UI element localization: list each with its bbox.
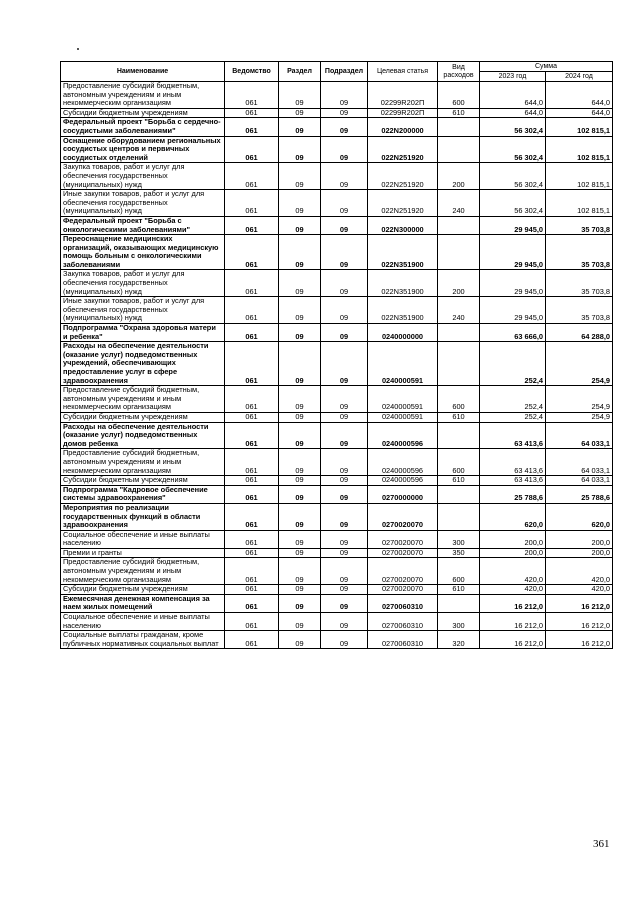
cell-subsection: 09 <box>321 136 368 163</box>
cell-name: Субсидии бюджетным учреждениям <box>61 476 225 486</box>
cell-dept: 061 <box>225 503 279 530</box>
cell-exp-type: 610 <box>438 108 480 118</box>
cell-subsection: 09 <box>321 548 368 558</box>
cell-section: 09 <box>279 136 321 163</box>
cell-sum-2024: 644,0 <box>546 82 613 109</box>
cell-sum-2023: 252,4 <box>480 412 546 422</box>
cell-name: Иные закупки товаров, работ и услуг для обеспечения государственных (муниципальных) нужд <box>61 190 225 217</box>
cell-target: 0240000000 <box>368 324 438 342</box>
cell-sum-2023: 420,0 <box>480 558 546 585</box>
cell-exp-type: 600 <box>438 386 480 413</box>
cell-sum-2024: 644,0 <box>546 108 613 118</box>
cell-dept: 061 <box>225 163 279 190</box>
table-row <box>61 297 613 324</box>
cell-name: Федеральный проект "Борьба с сердечно-сосудистыми заболеваниями" <box>61 118 225 136</box>
cell-subsection: 09 <box>321 216 368 234</box>
cell-sum-2023: 56 302,4 <box>480 118 546 136</box>
cell-sum-2023: 29 945,0 <box>480 235 546 270</box>
cell-name: Предоставление субсидий бюджетным, автономным учреждениям и иным некоммерческим организациям <box>61 82 225 109</box>
cell-name: Социальные выплаты гражданам, кроме публичных нормативных социальных выплат <box>61 631 225 649</box>
table-row <box>61 476 613 486</box>
cell-subsection: 09 <box>321 235 368 270</box>
cell-sum-2024: 64 033,1 <box>546 449 613 476</box>
cell-sum-2024: 200,0 <box>546 548 613 558</box>
cell-section: 09 <box>279 108 321 118</box>
cell-name: Социальное обеспечение и иные выплаты населению <box>61 530 225 548</box>
cell-sum-2023: 200,0 <box>480 548 546 558</box>
cell-dept: 061 <box>225 585 279 595</box>
cell-exp-type: 320 <box>438 631 480 649</box>
cell-target: 022N251920 <box>368 136 438 163</box>
cell-target: 0240000591 <box>368 412 438 422</box>
cell-section: 09 <box>279 297 321 324</box>
table-row <box>61 422 613 449</box>
cell-name: Подпрограмма "Кадровое обеспечение системы здравоохранения" <box>61 485 225 503</box>
cell-section: 09 <box>279 163 321 190</box>
table-row <box>61 613 613 631</box>
cell-sum-2024: 102 815,1 <box>546 118 613 136</box>
cell-dept: 061 <box>225 136 279 163</box>
cell-name: Социальное обеспечение и иные выплаты населению <box>61 613 225 631</box>
table-row <box>61 108 613 118</box>
cell-sum-2024: 64 288,0 <box>546 324 613 342</box>
cell-subsection: 09 <box>321 558 368 585</box>
cell-dept: 061 <box>225 449 279 476</box>
cell-exp-type: 200 <box>438 270 480 297</box>
cell-dept: 061 <box>225 297 279 324</box>
header-target: Целевая статья <box>368 62 438 82</box>
table-row <box>61 558 613 585</box>
cell-target: 0240000596 <box>368 422 438 449</box>
cell-section: 09 <box>279 558 321 585</box>
cell-sum-2024: 200,0 <box>546 530 613 548</box>
cell-exp-type <box>438 503 480 530</box>
cell-sum-2024: 16 212,0 <box>546 613 613 631</box>
table-row <box>61 82 613 109</box>
table-row <box>61 548 613 558</box>
cell-subsection: 09 <box>321 342 368 386</box>
cell-sum-2023: 420,0 <box>480 585 546 595</box>
cell-exp-type: 200 <box>438 163 480 190</box>
cell-sum-2023: 644,0 <box>480 82 546 109</box>
cell-exp-type: 240 <box>438 297 480 324</box>
cell-target: 0240000596 <box>368 449 438 476</box>
budget-table <box>60 61 613 649</box>
cell-sum-2024: 35 703,8 <box>546 270 613 297</box>
cell-sum-2024: 420,0 <box>546 558 613 585</box>
cell-subsection: 09 <box>321 412 368 422</box>
cell-sum-2024: 254,9 <box>546 386 613 413</box>
cell-dept: 061 <box>225 613 279 631</box>
table-body <box>61 82 613 649</box>
cell-name: Расходы на обеспечение деятельности (оказание услуг) подведомственных домов ребенка <box>61 422 225 449</box>
cell-dept: 061 <box>225 548 279 558</box>
cell-exp-type: 610 <box>438 412 480 422</box>
cell-sum-2023: 63 413,6 <box>480 422 546 449</box>
cell-dept: 061 <box>225 476 279 486</box>
cell-name: Субсидии бюджетным учреждениям <box>61 412 225 422</box>
cell-subsection: 09 <box>321 594 368 612</box>
cell-exp-type <box>438 235 480 270</box>
cell-name: Субсидии бюджетным учреждениям <box>61 108 225 118</box>
cell-dept: 061 <box>225 324 279 342</box>
cell-exp-type: 600 <box>438 558 480 585</box>
cell-dept: 061 <box>225 118 279 136</box>
cell-section: 09 <box>279 485 321 503</box>
table-row <box>61 530 613 548</box>
cell-subsection: 09 <box>321 449 368 476</box>
cell-target: 022N351900 <box>368 297 438 324</box>
cell-exp-type <box>438 342 480 386</box>
table-row <box>61 342 613 386</box>
cell-dept: 061 <box>225 82 279 109</box>
cell-sum-2023: 29 945,0 <box>480 216 546 234</box>
cell-sum-2024: 35 703,8 <box>546 297 613 324</box>
cell-name: Предоставление субсидий бюджетным, автономным учреждениям и иным некоммерческим организациям <box>61 449 225 476</box>
table-row <box>61 163 613 190</box>
page-number: 361 <box>593 838 610 850</box>
table-row <box>61 503 613 530</box>
cell-section: 09 <box>279 422 321 449</box>
cell-subsection: 09 <box>321 386 368 413</box>
cell-subsection: 09 <box>321 118 368 136</box>
cell-exp-type: 610 <box>438 585 480 595</box>
cell-sum-2023: 56 302,4 <box>480 190 546 217</box>
cell-sum-2024: 64 033,1 <box>546 422 613 449</box>
cell-target: 022N351900 <box>368 270 438 297</box>
cell-exp-type: 240 <box>438 190 480 217</box>
cell-name: Премии и гранты <box>61 548 225 558</box>
cell-sum-2023: 63 666,0 <box>480 324 546 342</box>
cell-dept: 061 <box>225 108 279 118</box>
cell-target: 0270000000 <box>368 485 438 503</box>
cell-section: 09 <box>279 235 321 270</box>
cell-dept: 061 <box>225 216 279 234</box>
cell-section: 09 <box>279 270 321 297</box>
cell-section: 09 <box>279 324 321 342</box>
cell-target: 0270020070 <box>368 558 438 585</box>
table-row <box>61 235 613 270</box>
header-exp-type: Вид расходов <box>438 62 480 82</box>
cell-name: Предоставление субсидий бюджетным, автономным учреждениям и иным некоммерческим организациям <box>61 558 225 585</box>
cell-name: Подпрограмма "Охрана здоровья матери и ребенка" <box>61 324 225 342</box>
cell-dept: 061 <box>225 594 279 612</box>
cell-sum-2023: 16 212,0 <box>480 594 546 612</box>
cell-target: 0240000591 <box>368 342 438 386</box>
cell-sum-2023: 252,4 <box>480 342 546 386</box>
cell-sum-2023: 252,4 <box>480 386 546 413</box>
cell-exp-type <box>438 136 480 163</box>
cell-sum-2023: 63 413,6 <box>480 476 546 486</box>
cell-exp-type <box>438 118 480 136</box>
cell-subsection: 09 <box>321 270 368 297</box>
cell-target: 022N200000 <box>368 118 438 136</box>
table-row <box>61 190 613 217</box>
cell-section: 09 <box>279 476 321 486</box>
cell-dept: 061 <box>225 412 279 422</box>
cell-sum-2023: 25 788,6 <box>480 485 546 503</box>
cell-name: Ежемесячная денежная компенсация за наем жилых помещений <box>61 594 225 612</box>
header-dept: Ведомство <box>225 62 279 82</box>
cell-dept: 061 <box>225 530 279 548</box>
cell-subsection: 09 <box>321 324 368 342</box>
cell-exp-type: 600 <box>438 82 480 109</box>
cell-exp-type: 610 <box>438 476 480 486</box>
table-row <box>61 631 613 649</box>
cell-section: 09 <box>279 594 321 612</box>
cell-subsection: 09 <box>321 297 368 324</box>
cell-dept: 061 <box>225 270 279 297</box>
cell-dept: 061 <box>225 558 279 585</box>
cell-section: 09 <box>279 118 321 136</box>
header-sum: Сумма <box>480 62 613 72</box>
cell-sum-2024: 35 703,8 <box>546 235 613 270</box>
table-row <box>61 594 613 612</box>
cell-target: 0270060310 <box>368 594 438 612</box>
cell-sum-2023: 16 212,0 <box>480 613 546 631</box>
cell-exp-type: 300 <box>438 613 480 631</box>
table-row <box>61 136 613 163</box>
cell-sum-2023: 63 413,6 <box>480 449 546 476</box>
cell-sum-2024: 16 212,0 <box>546 631 613 649</box>
cell-exp-type <box>438 485 480 503</box>
cell-sum-2023: 16 212,0 <box>480 631 546 649</box>
cell-name: Переоснащение медицинских организаций, оказывающих медицинскую помощь больным с онкологическими заболеваниями <box>61 235 225 270</box>
cell-sum-2023: 644,0 <box>480 108 546 118</box>
cell-sum-2024: 35 703,8 <box>546 216 613 234</box>
cell-name: Мероприятия по реализации государственных функций в области здравоохранения <box>61 503 225 530</box>
cell-dept: 061 <box>225 386 279 413</box>
cell-sum-2024: 16 212,0 <box>546 594 613 612</box>
cell-target: 02299R202П <box>368 108 438 118</box>
cell-subsection: 09 <box>321 422 368 449</box>
cell-name: Оснащение оборудованием региональных сосудистых центров и первичных сосудистых отделений <box>61 136 225 163</box>
table-row <box>61 216 613 234</box>
cell-dept: 061 <box>225 422 279 449</box>
header-year-2024: 2024 год <box>546 72 613 82</box>
cell-dept: 061 <box>225 342 279 386</box>
cell-name: Федеральный проект "Борьба с онкологическими заболеваниями" <box>61 216 225 234</box>
cell-section: 09 <box>279 342 321 386</box>
cell-sum-2023: 200,0 <box>480 530 546 548</box>
cell-dept: 061 <box>225 190 279 217</box>
table-row <box>61 386 613 413</box>
cell-subsection: 09 <box>321 631 368 649</box>
table-row <box>61 412 613 422</box>
cell-subsection: 09 <box>321 613 368 631</box>
cell-target: 0270060310 <box>368 631 438 649</box>
cell-sum-2024: 25 788,6 <box>546 485 613 503</box>
cell-section: 09 <box>279 631 321 649</box>
cell-sum-2023: 29 945,0 <box>480 270 546 297</box>
cell-dept: 061 <box>225 485 279 503</box>
cell-sum-2024: 102 815,1 <box>546 136 613 163</box>
cell-target: 022N251920 <box>368 163 438 190</box>
cell-name: Предоставление субсидий бюджетным, автономным учреждениям и иным некоммерческим организациям <box>61 386 225 413</box>
header-subsection: Подраздел <box>321 62 368 82</box>
header-section: Раздел <box>279 62 321 82</box>
cell-exp-type: 300 <box>438 530 480 548</box>
cell-target: 022N251920 <box>368 190 438 217</box>
cell-sum-2024: 102 815,1 <box>546 190 613 217</box>
cell-dept: 061 <box>225 235 279 270</box>
cell-subsection: 09 <box>321 108 368 118</box>
scan-speck <box>77 48 79 50</box>
cell-sum-2023: 29 945,0 <box>480 297 546 324</box>
table-row <box>61 485 613 503</box>
header-name: Наименование <box>61 62 225 82</box>
cell-sum-2023: 56 302,4 <box>480 163 546 190</box>
table-row <box>61 270 613 297</box>
cell-name: Закупка товаров, работ и услуг для обеспечения государственных (муниципальных) нужд <box>61 270 225 297</box>
cell-name: Расходы на обеспечение деятельности (оказание услуг) подведомственных учреждений, обеспечивающих предоставление услуг в сфере здравоохранения <box>61 342 225 386</box>
header-year-2023: 2023 год <box>480 72 546 82</box>
cell-subsection: 09 <box>321 476 368 486</box>
cell-target: 0270020070 <box>368 548 438 558</box>
cell-target: 0240000591 <box>368 386 438 413</box>
cell-sum-2024: 102 815,1 <box>546 163 613 190</box>
cell-target: 0270060310 <box>368 613 438 631</box>
cell-subsection: 09 <box>321 485 368 503</box>
cell-sum-2024: 254,9 <box>546 412 613 422</box>
cell-exp-type: 600 <box>438 449 480 476</box>
table-header <box>61 62 613 82</box>
cell-exp-type <box>438 594 480 612</box>
cell-section: 09 <box>279 216 321 234</box>
cell-section: 09 <box>279 449 321 476</box>
cell-section: 09 <box>279 585 321 595</box>
cell-subsection: 09 <box>321 530 368 548</box>
table-row <box>61 118 613 136</box>
cell-sum-2023: 56 302,4 <box>480 136 546 163</box>
table-row <box>61 585 613 595</box>
cell-target: 022N300000 <box>368 216 438 234</box>
table-row <box>61 449 613 476</box>
cell-subsection: 09 <box>321 585 368 595</box>
cell-sum-2024: 64 033,1 <box>546 476 613 486</box>
cell-section: 09 <box>279 386 321 413</box>
cell-sum-2024: 620,0 <box>546 503 613 530</box>
cell-exp-type <box>438 422 480 449</box>
cell-sum-2024: 254,9 <box>546 342 613 386</box>
cell-target: 0270020070 <box>368 585 438 595</box>
cell-dept: 061 <box>225 631 279 649</box>
cell-target: 02299R202П <box>368 82 438 109</box>
cell-exp-type: 350 <box>438 548 480 558</box>
cell-name: Субсидии бюджетным учреждениям <box>61 585 225 595</box>
cell-section: 09 <box>279 503 321 530</box>
cell-section: 09 <box>279 412 321 422</box>
cell-target: 0270020070 <box>368 503 438 530</box>
cell-name: Закупка товаров, работ и услуг для обеспечения государственных (муниципальных) нужд <box>61 163 225 190</box>
cell-target: 0240000596 <box>368 476 438 486</box>
cell-target: 0270020070 <box>368 530 438 548</box>
cell-section: 09 <box>279 190 321 217</box>
cell-subsection: 09 <box>321 163 368 190</box>
cell-section: 09 <box>279 530 321 548</box>
cell-section: 09 <box>279 548 321 558</box>
cell-exp-type <box>438 324 480 342</box>
cell-target: 022N351900 <box>368 235 438 270</box>
cell-subsection: 09 <box>321 503 368 530</box>
cell-subsection: 09 <box>321 82 368 109</box>
cell-exp-type <box>438 216 480 234</box>
cell-sum-2024: 420,0 <box>546 585 613 595</box>
cell-section: 09 <box>279 82 321 109</box>
cell-name: Иные закупки товаров, работ и услуг для обеспечения государственных (муниципальных) нужд <box>61 297 225 324</box>
cell-section: 09 <box>279 613 321 631</box>
cell-sum-2023: 620,0 <box>480 503 546 530</box>
cell-subsection: 09 <box>321 190 368 217</box>
table-row <box>61 324 613 342</box>
